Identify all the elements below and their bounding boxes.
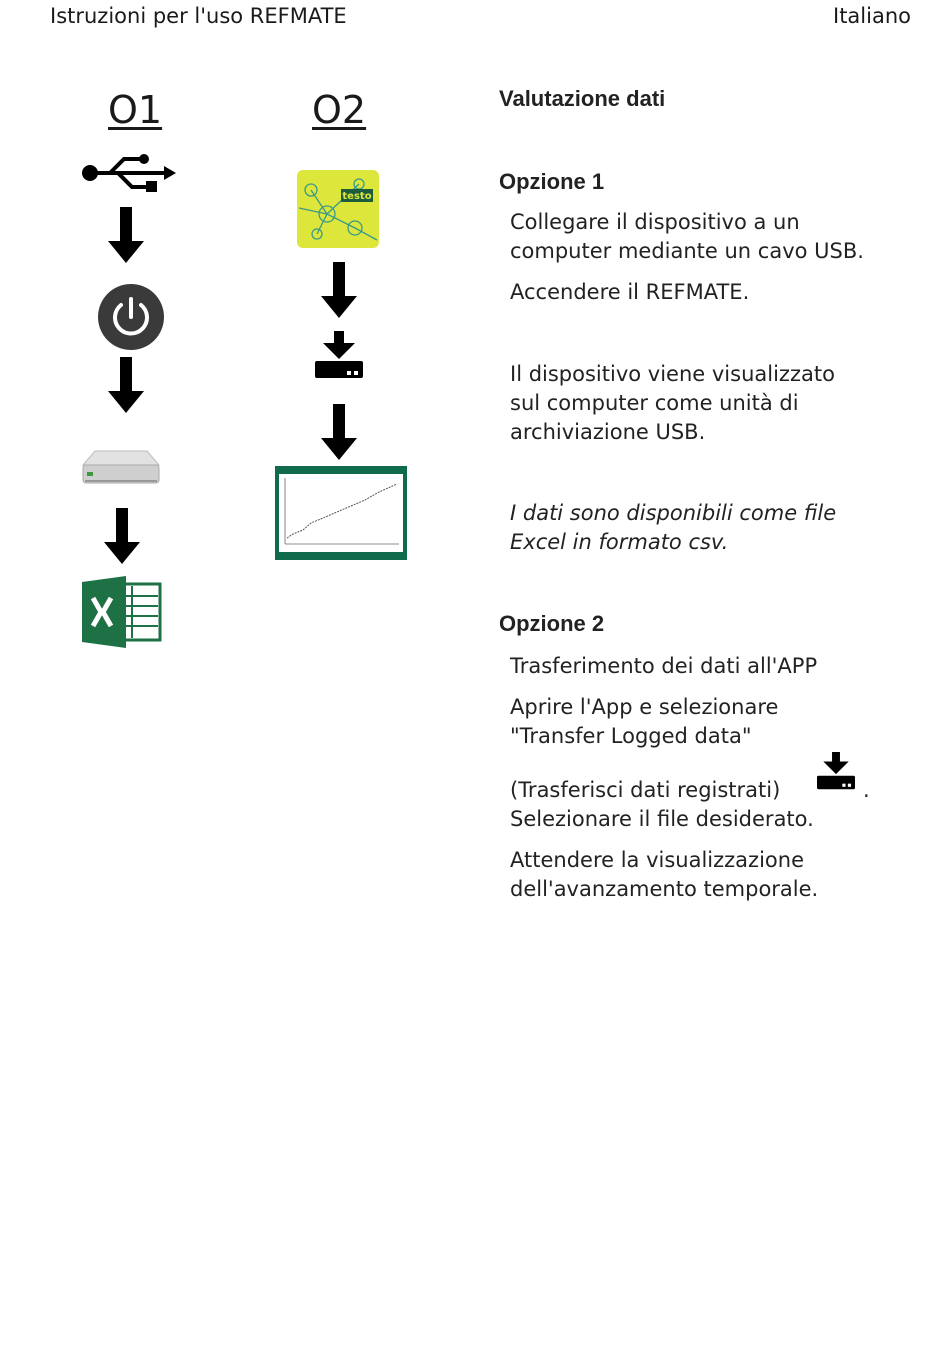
text-line: Il dispositivo viene visualizzato — [510, 362, 835, 386]
chart-screen-icon — [275, 466, 407, 560]
option-2-step-wait — [510, 846, 818, 904]
option-2-step-select-file — [510, 776, 870, 834]
text-line: (Trasferisci dati registrati) — [510, 778, 781, 802]
app-icon — [297, 170, 379, 248]
text-line: computer mediante un cavo USB. — [510, 239, 864, 263]
arrow-down-icon — [108, 357, 144, 413]
option-2-step-transfer: Trasferimento dei dati all'APP — [510, 654, 818, 678]
document-title: Istruzioni per l'uso REFMATE — [50, 4, 347, 28]
arrow-down-icon — [321, 262, 357, 318]
arrow-down-icon — [321, 404, 357, 460]
text-line: Excel in formato csv. — [510, 530, 729, 554]
text-period: . — [863, 778, 870, 802]
text-line: sul computer come unità di — [510, 391, 799, 415]
text-line: Attendere la visualizzazione — [510, 848, 804, 872]
download-icon — [816, 752, 856, 790]
excel-icon — [82, 576, 162, 648]
app-logo-text: testo — [342, 191, 372, 202]
download-icon — [314, 331, 364, 379]
text-line: dell'avanzamento temporale. — [510, 877, 819, 901]
option-2-heading: Opzione 2 — [499, 611, 605, 636]
option-1-step-storage — [510, 360, 835, 447]
section-title: Valutazione dati — [499, 86, 666, 111]
text-line: "Transfer Logged data" — [510, 724, 752, 748]
power-button-icon — [97, 283, 165, 351]
option-2-column-heading: O2 — [312, 88, 367, 132]
language-label: Italiano — [833, 4, 911, 28]
text-line: Aprire l'App e selezionare — [510, 695, 779, 719]
usb-icon — [80, 150, 178, 196]
option-1-column-heading: O1 — [108, 88, 163, 132]
arrow-down-icon — [104, 508, 140, 564]
option-1-note — [510, 499, 836, 557]
drive-icon — [81, 447, 161, 487]
text-line: Collegare il dispositivo a un — [510, 210, 800, 234]
option-1-step-connect — [510, 208, 864, 266]
text-line: Selezionare il file desiderato. — [510, 807, 814, 831]
text-line: archiviazione USB. — [510, 420, 706, 444]
option-1-heading: Opzione 1 — [499, 169, 605, 194]
text-line: I dati sono disponibili come file — [510, 501, 837, 525]
option-1-step-power: Accendere il REFMATE. — [510, 280, 750, 304]
arrow-down-icon — [108, 207, 144, 263]
option-2-step-open-app — [510, 693, 778, 751]
